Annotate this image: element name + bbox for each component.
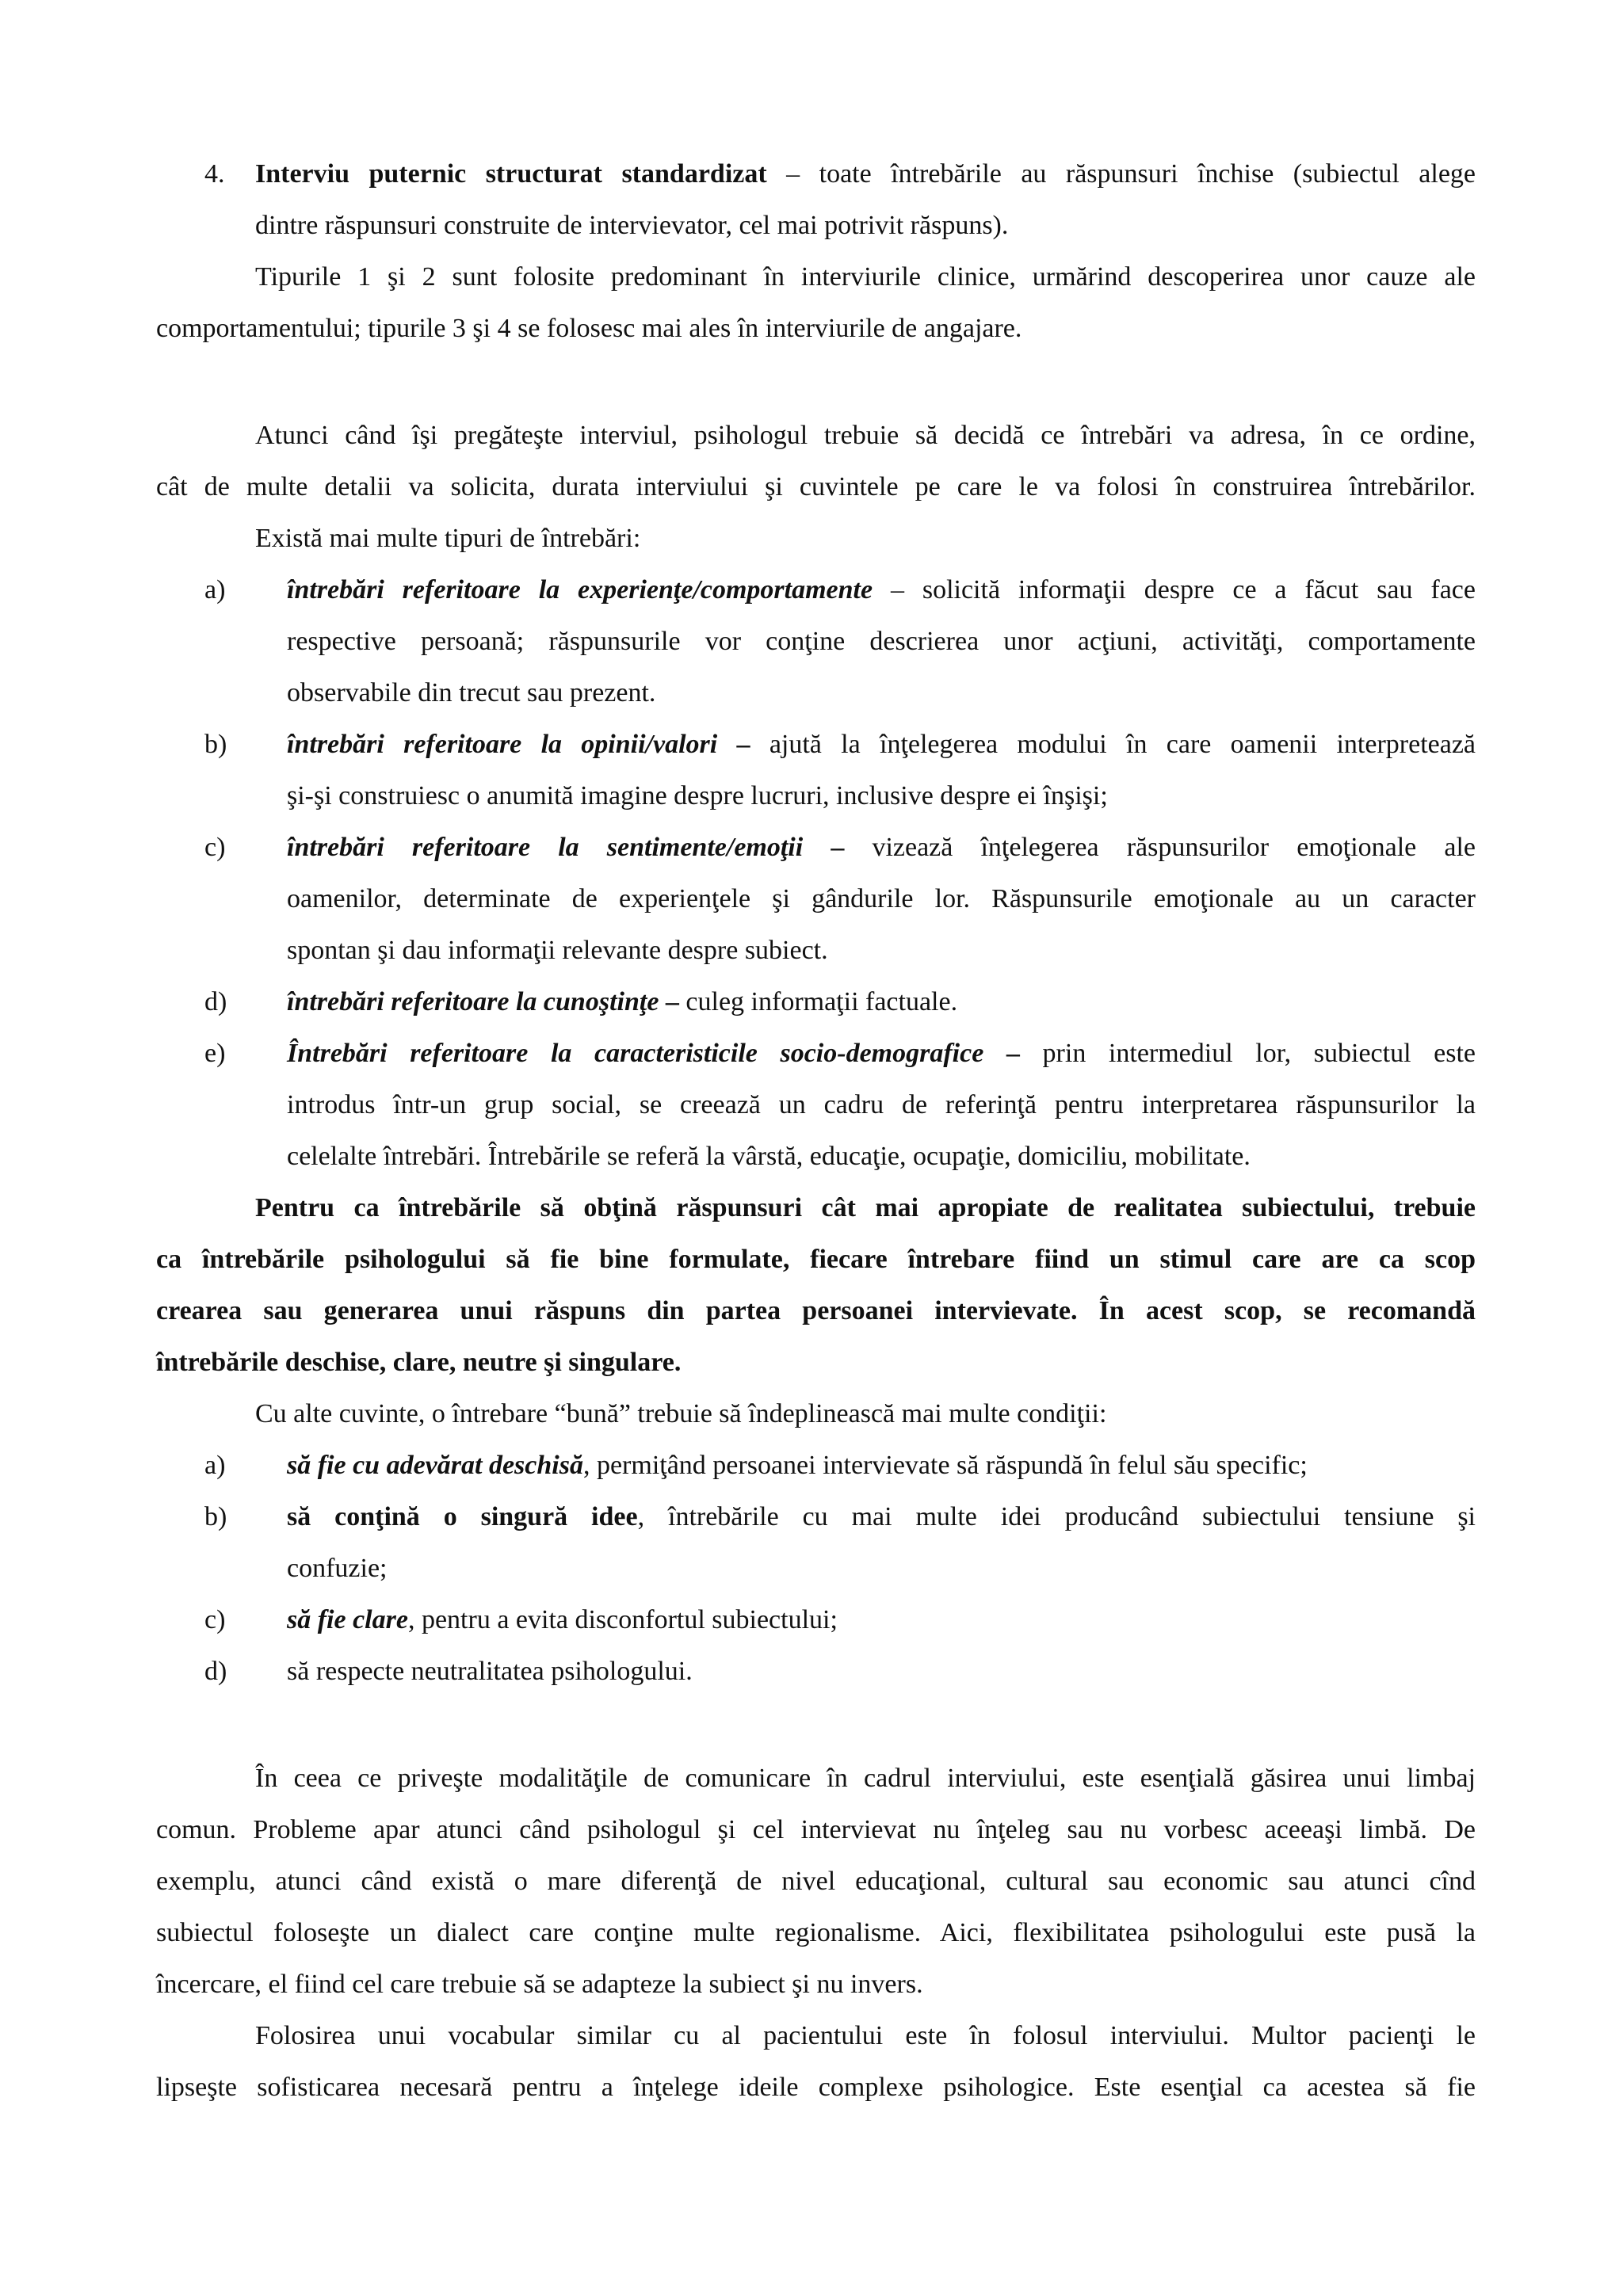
question-type-b: întrebări referitoare la opinii/valori – ajută la înţelegerea modului în care oamenii interpretează (287, 730, 1476, 759)
list-marker: b) (204, 1502, 227, 1531)
paragraph-line: exemplu, atunci când există o mare diferenţă de nivel educaţional, cultural sau economic sau atunci cînd (156, 1867, 1476, 1896)
paragraph-line: spontan şi dau informaţii relevante despre subiect. (287, 936, 828, 965)
condition-term: să fie cu adevărat deschisă (287, 1451, 583, 1480)
item4-text: – toate întrebările au răspunsuri închise (subiectul alege (786, 159, 1476, 189)
question-term: întrebări referitoare la cunoştinţe (287, 987, 659, 1016)
paragraph-line: Există mai multe tipuri de întrebări: (255, 524, 641, 553)
list-marker: a) (204, 575, 226, 605)
question-term: întrebări referitoare la experienţe/comportamente (287, 575, 873, 605)
paragraph-line: subiectul foloseşte un dialect care conţine multe regionalisme. Aici, flexibilitatea psihologului este pusă la (156, 1918, 1476, 1947)
bold-paragraph-line: crearea sau generarea unui răspuns din partea persoanei intervievate. În acest scop, se recomandă (156, 1296, 1476, 1325)
question-term: Întrebări referitoare la caracteristicile socio-demografice (287, 1039, 984, 1068)
question-term: întrebări referitoare la opinii/valori (287, 730, 718, 759)
list-marker: c) (204, 1605, 226, 1634)
item4-line-2: dintre răspunsuri construite de intervievator, cel mai potrivit răspuns). (255, 211, 1009, 240)
bold-paragraph-line: întrebările deschise, clare, neutre şi singulare. (156, 1348, 682, 1377)
paragraph-line: introdus într-un grup social, se creează un cadru de referinţă pentru interpretarea răspunsurilor la (287, 1090, 1476, 1119)
paragraph-line: oamenilor, determinate de experienţele şi gândurile lor. Răspunsurile emoţionale au un caracter (287, 884, 1476, 913)
paragraph-line: şi-şi construiesc o anumită imagine despre lucruri, inclusive despre ei înşişi; (287, 781, 1108, 810)
list-marker: e) (204, 1039, 226, 1068)
condition-a: să fie cu adevărat deschisă, permiţând persoanei intervievate să răspundă în felul său specific; (287, 1451, 1308, 1480)
item4-line-1 (255, 158, 1476, 190)
list-marker: b) (204, 730, 227, 759)
paragraph-line: lipseşte sofisticarea necesară pentru a înţelege ideile complexe psihologice. Este esenţial ca acestea să fie (156, 2073, 1476, 2102)
paragraph-line: În ceea ce priveşte modalităţile de comunicare în cadrul interviului, este esenţială găsirea unui limbaj (255, 1764, 1476, 1793)
paragraph-line: comportamentului; tipurile 3 şi 4 se folosesc mai ales în interviurile de angajare. (156, 314, 1022, 343)
paragraph-line: cât de multe detalii va solicita, durata interviului şi cuvintele pe care le va folosi în construirea întrebărilor. (156, 472, 1476, 502)
question-type-a: întrebări referitoare la experienţe/comportamente – solicită informaţii despre ce a făcut sau face (287, 575, 1476, 605)
condition-term: să conţină o singură idee (287, 1502, 638, 1531)
condition-c: să fie clare, pentru a evita disconfortul subiectului; (287, 1605, 838, 1634)
list-marker: 4. (204, 159, 225, 189)
bold-paragraph-line: ca întrebările psihologului să fie bine formulate, fiecare întrebare fiind un stimul care are ca scop (156, 1245, 1476, 1274)
bold-paragraph-line: Pentru ca întrebările să obţină răspunsuri cât mai apropiate de realitatea subiectului, trebuie (255, 1193, 1476, 1222)
paragraph-line: celelalte întrebări. Întrebările se referă la vârstă, educaţie, ocupaţie, domiciliu, mobilitate. (287, 1142, 1251, 1171)
condition-term: să fie clare (287, 1605, 408, 1634)
question-type-e: Întrebări referitoare la caracteristicile socio-demografice – prin intermediul lor, subiectul este (287, 1039, 1476, 1068)
paragraph-line: confuzie; (287, 1554, 388, 1583)
paragraph-line: Cu alte cuvinte, o întrebare “bună” trebuie să îndeplinească mai multe condiţii: (255, 1399, 1107, 1428)
item4-title: Interviu puternic structurat standardizat (255, 159, 767, 189)
question-term: întrebări referitoare la sentimente/emoţii (287, 833, 804, 862)
paragraph-line: comun. Probleme apar atunci când psihologul şi cel intervievat nu înţeleg sau nu vorbesc aceeaşi limbă. De (156, 1815, 1476, 1844)
list-marker: c) (204, 833, 226, 862)
question-type-c: întrebări referitoare la sentimente/emoţii – vizează înţelegerea răspunsurilor emoţionale ale (287, 833, 1476, 862)
list-marker: d) (204, 987, 227, 1016)
list-marker: d) (204, 1657, 227, 1686)
list-marker: a) (204, 1451, 226, 1480)
condition-d: să respecte neutralitatea psihologului. (287, 1657, 693, 1686)
question-type-d: întrebări referitoare la cunoştinţe – culeg informaţii factuale. (287, 987, 958, 1016)
paragraph-line: respective persoană; răspunsurile vor conţine descrierea unor acţiuni, activităţi, comportamente (287, 627, 1476, 656)
paragraph-line: Atunci când îşi pregăteşte interviul, psihologul trebuie să decidă ce întrebări va adresa, în ce ordine, (255, 421, 1476, 450)
paragraph-line: observabile din trecut sau prezent. (287, 678, 656, 707)
paragraph-line: Tipurile 1 şi 2 sunt folosite predominant în interviurile clinice, urmărind descoperirea unor cauze ale (255, 262, 1476, 292)
paragraph-line: încercare, el fiind cel care trebuie să se adapteze la subiect şi nu invers. (156, 1970, 923, 1999)
condition-b: să conţină o singură idee, întrebările cu mai multe idei producând subiectului tensiune şi (287, 1502, 1476, 1531)
paragraph-line: Folosirea unui vocabular similar cu al pacientului este în folosul interviului. Multor pacienţi le (255, 2021, 1476, 2050)
